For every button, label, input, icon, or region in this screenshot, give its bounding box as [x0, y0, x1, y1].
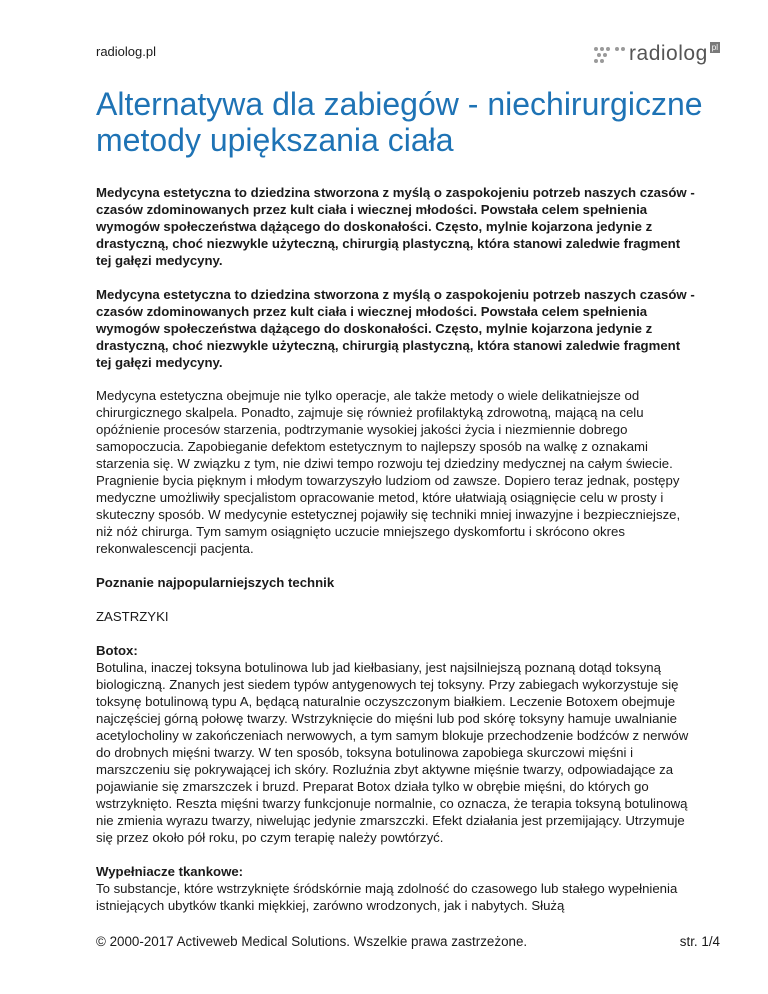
botox-heading: Botox:	[96, 643, 138, 658]
page-title: Alternatywa dla zabiegów - niechirurgiczne metody upiększania ciała	[96, 86, 703, 158]
intro-paragraph-2: Medycyna estetyczna to dziedzina stworzona z myślą o zaspokojeniu potrzeb naszych czasów - czasów zdominowanych przez kult ciała i wiecznej młodości. Powstała celem spełnienia wymogów społeczeństwa dążącego do doskonałości. Często, mylnie kojarzona jedynie z drastyczną, choć niezwykle użyteczną, chirurgią plastyczną, która stanowi zaledwie fragment tej gałęzi medycyny.	[96, 287, 695, 370]
intro-paragraph-1: Medycyna estetyczna to dziedzina stworzona z myślą o zaspokojeniu potrzeb naszych czasów - czasów zdominowanych przez kult ciała i wiecznej młodości. Powstała celem spełnienia wymogów społeczeństwa dążącego do doskonałości. Często, mylnie kojarzona jedynie z drastyczną, choć niezwykle użyteczną, chirurgią plastyczną, która stanowi zaledwie fragment tej gałęzi medycyny.	[96, 185, 695, 268]
copyright-text: © 2000-2017 Activeweb Medical Solutions. Wszelkie prawa zastrzeżone.	[96, 934, 528, 949]
botox-paragraph: Botulina, inaczej toksyna botulinowa lub jad kiełbasiany, jest najsilniejszą poznaną dotąd toksyną biologiczną. Znanych jest siedem typów antygenowych tej toksyny. Przy zabiegach wykorzystuje się toksynę botulinową typu A, będącą naturalnie oczyszczonym białkiem. Leczenie Botoxem obejmuje najczęściej górną połowę twarzy. Wstrzyknięcie do mięśni lub pod skórę toksyny hamuje uwalnianie acetylocholiny w zakończeniach nerwowych, a tym samym blokuje przechodzenie bodźców z nerwów do drobnych mięśni twarzy. W ten sposób, toksyna botulinowa zapobiega skurczowi mięśni i marszczeniu się pokrywającej ich skóry. Rozluźnia zbyt aktywne mięśnie twarzy, odpowiadające za pojawianie się zmarszczek i bruzd. Preparat Botox działa tylko w obrębie mięśni, do których go wstrzyknięto. Reszta mięśni twarzy funkcjonuje normalnie, co oznacza, że terapia toksyną botulinową nie zmienia wyrazu twarzy, niwelując jedynie zmarszczki. Efekt działania jest przemijający. Utrzymuje się przez około pół roku, po czym terapię należy powtórzyć.	[96, 660, 689, 845]
logo-dots-icon	[593, 44, 627, 64]
section-heading-techniques: Poznanie najpopularniejszych technik	[96, 575, 335, 590]
site-name: radiolog.pl	[96, 44, 156, 59]
body-paragraph: Medycyna estetyczna obejmuje nie tylko operacje, ale także metody o wiele delikatniejsze od chirurgicznego skalpela. Ponadto, zajmuje się również profilaktyką zdrowotną, mającą na celu opóźnienie procesów starzenia, podtrzymanie wysokiej jakości życia i niezmiennie dobrego samopoczucia. Zapobieganie defektom estetycznym to najlepszy sposób na walkę z oznakami starzenia się. W związku z tym, nie dziwi tempo rozwoju tej dziedziny medycznej na całym świecie. Pragnienie bycia pięknym i młodym towarzyszyło ludziom od zawsze. Dopiero teraz jednak, postępy medyczne umożliwiły specjalistom opracowanie metod, które ułatwiają osiągnięcie celu w prosty i skuteczny sposób. W medycynie estetycznej pojawiły się techniki mniej inwazyjne i bezpieczniejsze, niż nóż chirurga. Tym samym osiągnięto uczucie mniejszego dyskomfortu i skrócono okres rekonwalescencji pacjenta.	[96, 388, 681, 556]
radiolog-logo	[593, 42, 720, 66]
article-body	[96, 184, 696, 914]
logo-badge: pl	[711, 43, 718, 52]
fillers-heading: Wypełniacze tkankowe:	[96, 864, 244, 879]
fillers-paragraph: To substancje, które wstrzyknięte śródskórnie mają zdolność do czasowego lub stałego wypełnienia istniejących ubytków tkanki miękkiej, zarówno wrodzonych, jak i nabytych. Służą	[96, 881, 678, 913]
page-number: str. 1/4	[679, 934, 720, 949]
section-heading-injections: ZASTRZYKI	[96, 609, 169, 624]
page-header	[96, 44, 720, 74]
logo-text: radiolog	[629, 42, 708, 65]
